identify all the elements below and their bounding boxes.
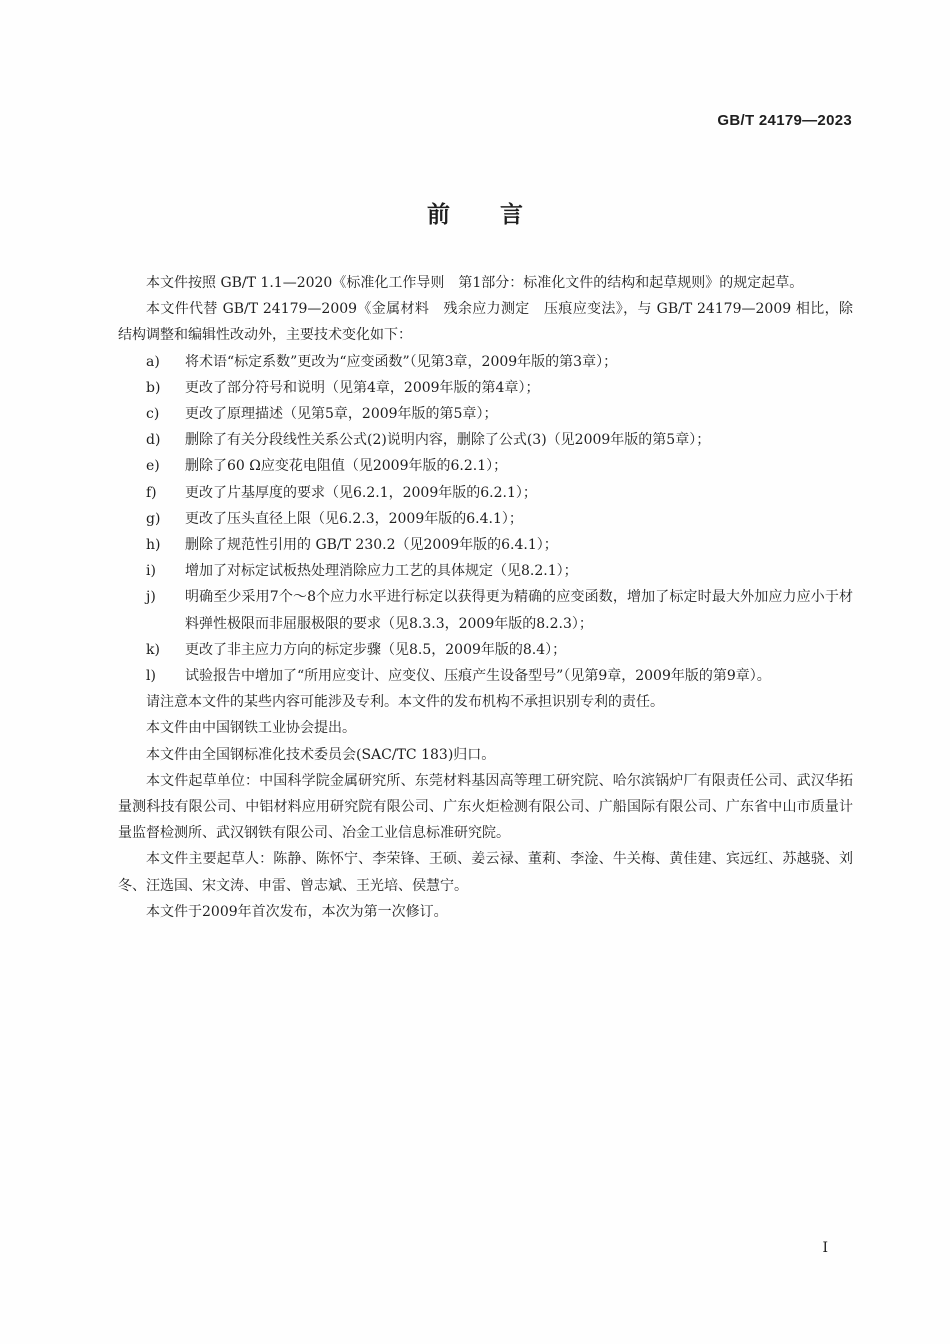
list-text: 删除了有关分段线性关系公式(2)说明内容，删除了公式(3)（见2009年版的第5章）； — [185, 432, 711, 449]
list-marker: g) — [146, 510, 161, 527]
list-marker: a) — [146, 353, 160, 370]
list-text: 更改了压头直径上限（见6.2.3，2009年版的6.4.1）； — [185, 510, 523, 527]
list-marker: c) — [146, 406, 160, 423]
list-marker: k) — [146, 641, 160, 658]
list-text: 删除了60 Ω应变花电阻值（见2009年版的6.2.1）； — [185, 458, 508, 475]
list-item — [118, 375, 853, 401]
paragraph: 本文件按照 GB/T 1.1—2020《标准化工作导则 第1部分：标准化文件的结构和起草规则》的规定起草。 — [146, 275, 804, 291]
list-marker: j) — [146, 589, 156, 606]
list-item — [118, 584, 853, 636]
list-marker: i) — [146, 563, 156, 580]
list-item — [118, 427, 853, 453]
standard-code: GB/T 24179—2023 — [717, 112, 852, 129]
paragraph: 本文件代替 GB/T 24179—2009《金属材料 残余应力测定 压痕应变法》，与 GB/T 24179—2009 相比，除结构调整和编辑性改动外，主要技术变化如下： — [118, 301, 853, 344]
drafting-units-paragraph: 本文件起草单位：中国科学院金属研究所、东莞材料基因高等理工研究院、哈尔滨锅炉厂有限责任公司、武汉华拓量测科技有限公司、中铝材料应用研究院有限公司、广东火炬检测有限公司、广船国际有限公司、广东省中山市质量计量监督检测所、武汉钢铁有限公司、冶金工业信息标准研究院。 — [118, 772, 853, 842]
proposer-paragraph: 本文件由中国钢铁工业协会提出。 — [146, 720, 356, 737]
list-item — [118, 349, 853, 375]
list-text: 试验报告中增加了“所用应变计、应变仪、压痕产生设备型号”（见第9章，2009年版的第9章）。 — [185, 668, 771, 685]
list-item — [118, 532, 853, 558]
list-item — [118, 558, 853, 584]
list-text: 增加了对标定试板热处理消除应力工艺的具体规定（见8.2.1）； — [185, 563, 578, 580]
centralized-by-paragraph: 本文件由全国钢标准化技术委员会(SAC/TC 183)归口。 — [146, 746, 496, 763]
page-title: 前言 — [427, 201, 573, 228]
release-history-paragraph: 本文件于2009年首次发布，本次为第一次修订。 — [146, 903, 448, 920]
list-item — [118, 453, 853, 479]
list-item — [118, 480, 853, 506]
list-text: 删除了规范性引用的 GB/T 230.2（见2009年版的6.4.1）； — [185, 537, 558, 554]
list-marker: l) — [146, 668, 156, 685]
list-marker: d) — [146, 432, 161, 449]
list-text: 更改了片基厚度的要求（见6.2.1，2009年版的6.2.1）； — [185, 484, 537, 501]
list-item — [118, 663, 853, 689]
list-item — [118, 401, 853, 427]
list-text: 将术语“标定系数”更改为“应变函数”（见第3章，2009年版的第3章）； — [185, 353, 618, 370]
list-text: 更改了部分符号和说明（见第4章，2009年版的第4章）； — [185, 379, 540, 396]
list-text: 更改了原理描述（见第5章，2009年版的第5章）； — [185, 406, 498, 423]
list-item — [118, 506, 853, 532]
page-number: I — [822, 1240, 828, 1256]
list-marker: f) — [146, 484, 157, 501]
drafters-paragraph: 本文件主要起草人：陈静、陈怀宁、李荣锋、王硕、姜云禄、董莉、李淦、牛关梅、黄佳建、宾远红、苏越骁、刘冬、汪选国、宋文涛、申雷、曾志斌、王光培、侯慧宁。 — [118, 851, 853, 894]
change-list — [118, 349, 853, 690]
list-marker: b) — [146, 379, 161, 396]
list-text: 明确至少采用7个～8个应力水平进行标定以获得更为精确的应变函数，增加了标定时最大外加应力应小于材料弹性极限而非屈服极限的要求（见8.3.3，2009年版的8.2.3）； — [185, 589, 853, 632]
list-item — [118, 637, 853, 663]
list-marker: e) — [146, 458, 160, 475]
list-marker: h) — [146, 537, 161, 554]
patent-notice: 请注意本文件的某些内容可能涉及专利。本文件的发布机构不承担识别专利的责任。 — [146, 694, 664, 711]
list-text: 更改了非主应力方向的标定步骤（见8.5，2009年版的8.4）； — [185, 641, 567, 658]
foreword-body — [118, 270, 853, 925]
